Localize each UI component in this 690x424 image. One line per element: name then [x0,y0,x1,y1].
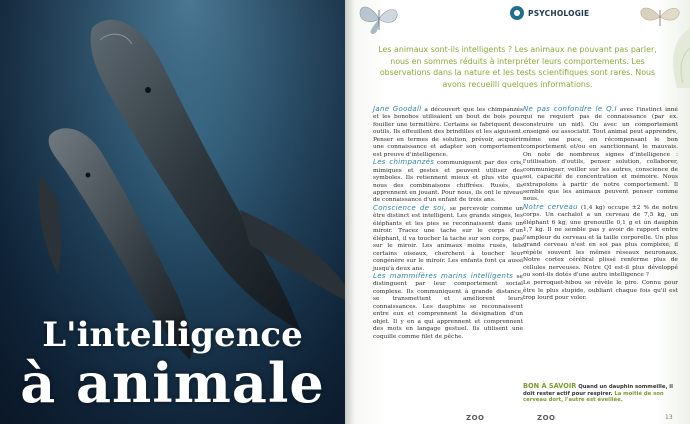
article-column-right [523,106,678,303]
gutter-shadow [345,0,355,424]
paragraph-text: communiquent par des cris, mimiques et gestes et peuvent utiliser des symboles. Ils retiennent mieux et plus vite que nous des combinaisons chiffrées. Rusés, ils apprennent en jouant. Pour nous, ils ont le niveau de connaissance d'un enfant de trois ans. [373,160,523,204]
title-line-1: L'intelligence [42,315,303,355]
highlight-lead: Conscience de soi, [373,203,447,212]
article-column-left [373,106,523,341]
highlight-lead: Notre cerveau [523,202,578,211]
highlight-lead: Les mammifères marins intelligents [373,271,514,280]
paragraph [373,159,523,205]
feature-title [0,315,345,415]
highlight-lead: Ne pas confondre le Q.I [523,105,617,113]
paragraph-text: avec l'instinct inné qui ne requiert pas de connaissance (par ex. construire un nid). Ou avec un comportement enseigné ou associatif. Tout animal peut apprendre, même une puce, en récompensant le bon comportement et/ou en sanctionnant le mauvais. On note de nombreux signes d'intelligence : l'utilisation d'outils, penser solution, collaborer, communiquer, veiller sur les autres, conscience de soi, capacité de concentration et mémoire. Nous extrapolons à partir de notre comportement. Il semble que les animaux peuvent penser comme nous. [523,107,679,203]
right-page [345,0,690,424]
highlight-lead: Jane Goodall [373,105,422,113]
good-to-know-lead: Quand un dauphin sommeille, il doit rester actif pour respirer. [523,384,673,397]
paragraph [373,106,523,159]
paragraph [523,204,678,280]
good-to-know-box [523,383,678,404]
good-to-know-title: BON À SAVOIR [523,382,577,390]
footer-logo-left: ZOO [466,414,485,422]
footer-logo-right: ZOO [537,414,556,422]
paragraph [373,205,523,273]
butterfly-icon [357,2,401,36]
section-tag [510,4,589,22]
leaf-decoration-icon [663,28,690,88]
paragraph-text: (1,4 kg) occupe ±2 % de notre corps. Un cachalot a un cerveau de 7,5 kg, un éléphant 6 kg, une grenouille 0,1 g et un dauphin 1,7 kg. Il ne semble pas y avoir de rapport entre l'ampleur du cerveau et la taille corporelle. Un plus grand cerveau n'est en soi pas plus complexe, il répète souvent les mêmes réseaux neuronaux. Notre cortex cérébral plissé renferme plus de cellules nerveuses. Notre QI est-il plus développé ou sont-ils dotés d'une autre intelligence ? [523,204,678,278]
paragraph-text: se distinguent par leur comportement social complexe. Ils communiquent à grande distance, se transmettent et améliorent leurs connaissances. Les dauphins se reconnaissent entre eux et comprennent la désignation d'un objet. Il y en a qui apprennent et comprennent des mots en langage gestuel. Ils utilisent une coquille comme filet de pêche. [373,273,523,340]
paragraph [523,106,678,204]
intro-paragraph: Les animaux sont-ils intelligents ? Les animaux ne pouvant pas parler, nous en sommes réduits à interpréter leurs comportements. Les observations dans la nature et les tests scientifiques sont rares. Nous avons recueilli quelques informations. [378,45,657,89]
section-label: PSYCHOLOGIE [528,8,590,18]
title-line-2: à animale [20,351,325,415]
paragraph [523,279,678,302]
paragraph-text: a découvert que les chimpanzés et les bonobos utilisaient un bout de bois pour fouiller une termitière. Certains se fabriquent des outils. Ils effeuillent des brindilles et les aiguisent. Penser en termes de solution, prévoir, acquérir une connaissance et adapter son comportement est preuve d'intelligence. [373,107,523,158]
page-number: 13 [665,414,673,421]
good-to-know-text: La moitié de son cerveau dort, l'autre est éveillée. [523,390,664,404]
section-circle-icon [510,6,524,20]
paragraph-text: Le perroquet-hibou se révèle le pire. Connu pour être le plus stupide, oubliant chaque fois qu'il est trop lourd pour voler. [523,280,678,302]
paragraph [373,273,523,341]
highlight-lead: Les chimpanzés [373,158,435,167]
paragraph-text: se percevoir comme un être distinct est intelligent. Les grands singes, les éléphants et les pies se reconnaissent dans un miroir. Tracez une tache sur le corps d'un éléphant, il va toucher la tache sur son corps, pas sur le miroir. Les animaux moins rusés, tels certains oiseaux, cherchent à toucher leur congénère sur le miroir. Les enfants font ça aussi jusqu'à deux ans. [373,205,523,272]
